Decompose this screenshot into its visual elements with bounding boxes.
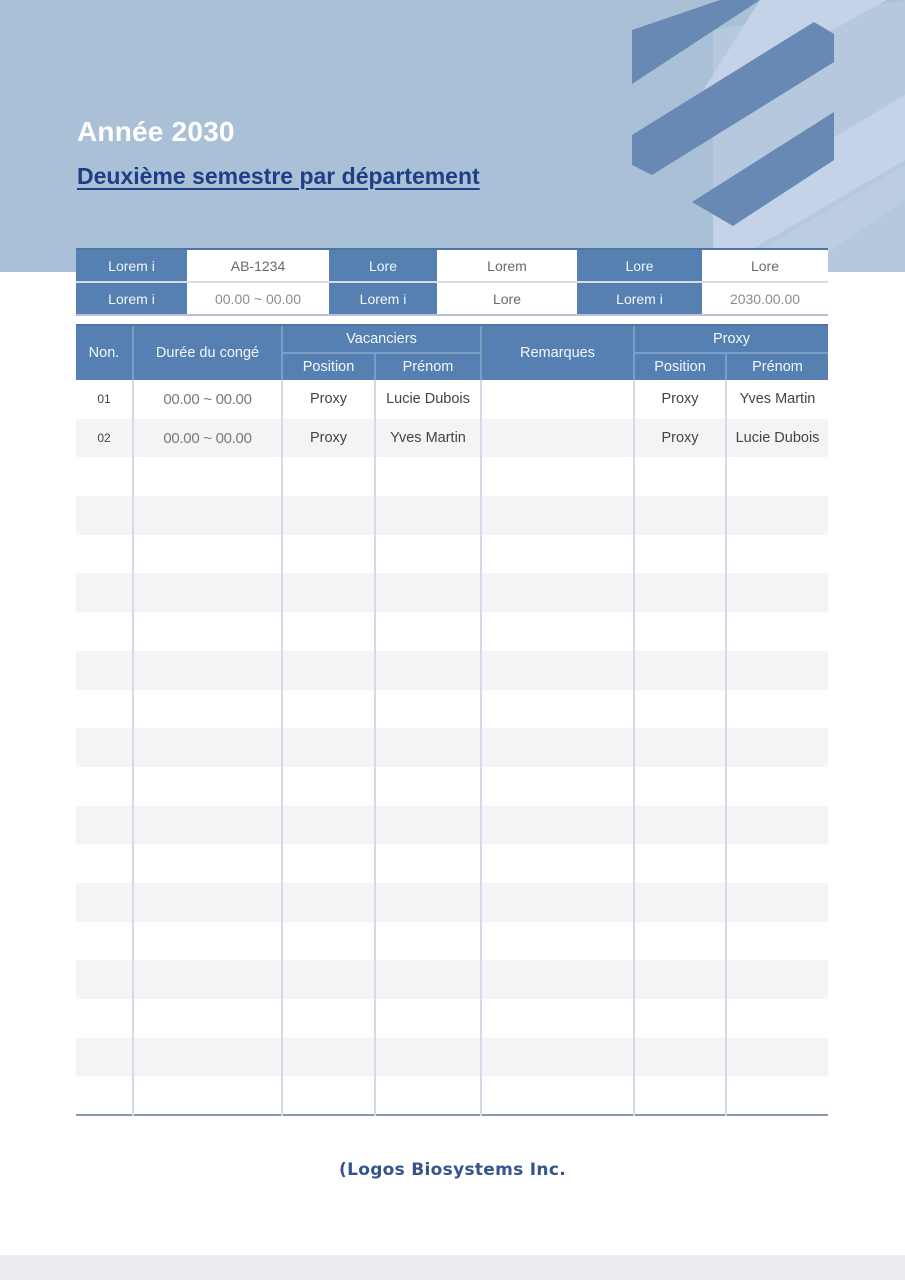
vacationer-position-cell[interactable] <box>282 728 375 767</box>
leave-duration-cell[interactable] <box>133 573 282 612</box>
remarks-cell[interactable] <box>481 496 634 535</box>
proxy-position-cell[interactable] <box>634 960 726 999</box>
vacationer-name-cell[interactable] <box>375 651 481 690</box>
proxy-position-cell[interactable]: Proxy <box>634 380 726 419</box>
row-number[interactable]: 02 <box>76 419 133 458</box>
vacationer-position-cell[interactable] <box>282 496 375 535</box>
remarks-cell[interactable] <box>481 922 634 961</box>
vacationer-position-cell[interactable] <box>282 844 375 883</box>
info-label: Lore <box>577 249 702 282</box>
remarks-cell[interactable] <box>481 1076 634 1115</box>
proxy-name-cell[interactable] <box>726 457 828 496</box>
page-bottom-band <box>0 1255 905 1280</box>
proxy-name-cell[interactable] <box>726 883 828 922</box>
vacationer-position-cell[interactable] <box>282 999 375 1038</box>
leave-duration-cell[interactable] <box>133 844 282 883</box>
remarks-cell[interactable] <box>481 457 634 496</box>
proxy-name-cell[interactable] <box>726 844 828 883</box>
table-row <box>76 767 828 806</box>
remarks-cell[interactable] <box>481 573 634 612</box>
vacationer-position-cell[interactable] <box>282 922 375 961</box>
header-vac-first-name: Prénom <box>375 353 481 380</box>
table-row <box>76 728 828 767</box>
page-subtitle: Deuxième semestre par département <box>77 163 480 189</box>
leave-duration-cell[interactable] <box>133 496 282 535</box>
proxy-name-cell[interactable] <box>726 535 828 574</box>
remarks-cell[interactable] <box>481 419 634 458</box>
proxy-position-cell[interactable] <box>634 767 726 806</box>
table-row <box>76 883 828 922</box>
proxy-position-cell[interactable] <box>634 728 726 767</box>
leave-duration-cell[interactable]: 00.00 ~ 00.00 <box>133 419 282 458</box>
leave-duration-cell[interactable] <box>133 767 282 806</box>
vacationer-name-cell[interactable] <box>375 806 481 845</box>
table-row <box>76 651 828 690</box>
leave-duration-cell[interactable] <box>133 1038 282 1077</box>
info-label: Lorem i <box>76 282 187 315</box>
vacationer-name-cell[interactable]: Yves Martin <box>375 419 481 458</box>
vacationer-name-cell[interactable] <box>375 612 481 651</box>
proxy-position-cell[interactable] <box>634 573 726 612</box>
proxy-name-cell[interactable]: Yves Martin <box>726 380 828 419</box>
vacationer-position-cell[interactable] <box>282 612 375 651</box>
info-value-field[interactable]: Lore <box>702 249 828 282</box>
proxy-name-cell[interactable] <box>726 922 828 961</box>
table-row <box>76 806 828 845</box>
row-number[interactable] <box>76 1038 133 1077</box>
row-number[interactable]: 01 <box>97 392 111 407</box>
proxy-position-cell[interactable] <box>634 922 726 961</box>
leave-duration-cell[interactable] <box>133 690 282 729</box>
vacationer-name-cell[interactable] <box>375 535 481 574</box>
table-row <box>76 535 828 574</box>
remarks-cell[interactable] <box>481 844 634 883</box>
remarks-cell[interactable] <box>481 999 634 1038</box>
leave-duration-cell[interactable]: 00.00 ~ 00.00 <box>133 380 282 419</box>
header-remarks: Remarques <box>481 325 634 380</box>
vacationer-position-cell[interactable] <box>282 535 375 574</box>
info-value-field[interactable]: 2030.00.00 <box>702 282 828 315</box>
proxy-name-cell[interactable] <box>726 690 828 729</box>
vacationer-name-cell[interactable] <box>375 496 481 535</box>
remarks-cell[interactable] <box>481 535 634 574</box>
remarks-cell[interactable] <box>481 380 634 419</box>
leave-duration-cell[interactable] <box>133 922 282 961</box>
vacationer-position-cell[interactable] <box>282 651 375 690</box>
vacationer-position-cell[interactable] <box>282 806 375 845</box>
row-number[interactable] <box>76 535 133 574</box>
info-row <box>76 282 828 315</box>
row-number[interactable] <box>76 806 133 845</box>
info-label: Lorem i <box>329 282 437 315</box>
proxy-name-cell[interactable] <box>726 496 828 535</box>
remarks-cell[interactable] <box>481 690 634 729</box>
vacationer-name-cell[interactable]: Lucie Dubois <box>375 380 481 419</box>
table-row <box>76 960 828 999</box>
leave-duration-cell[interactable] <box>133 612 282 651</box>
vacationer-position-cell[interactable] <box>282 1038 375 1077</box>
proxy-name-cell[interactable] <box>726 612 828 651</box>
leave-duration-cell[interactable] <box>133 999 282 1038</box>
proxy-name-cell[interactable]: Lucie Dubois <box>726 419 828 458</box>
proxy-position-cell[interactable] <box>634 457 726 496</box>
row-number[interactable] <box>76 496 133 535</box>
page-title: Année 2030 <box>77 116 235 147</box>
header-vac-position: Position <box>282 353 375 380</box>
table-row <box>76 844 828 883</box>
info-value-field[interactable]: Lore <box>437 282 577 315</box>
remarks-cell[interactable] <box>481 612 634 651</box>
leave-duration-cell[interactable] <box>133 535 282 574</box>
table-row <box>76 922 828 961</box>
leave-duration-cell[interactable] <box>133 883 282 922</box>
row-number[interactable] <box>76 883 133 922</box>
row-number[interactable] <box>76 999 133 1038</box>
remarks-cell[interactable] <box>481 728 634 767</box>
vacationer-name-cell[interactable] <box>375 728 481 767</box>
proxy-position-cell[interactable] <box>634 806 726 845</box>
proxy-name-cell[interactable] <box>726 728 828 767</box>
leave-duration-cell[interactable] <box>133 457 282 496</box>
header-no: Non. <box>76 325 133 380</box>
proxy-name-cell[interactable] <box>726 573 828 612</box>
info-label: Lorem i <box>577 282 702 315</box>
proxy-position-cell[interactable] <box>634 690 726 729</box>
row-number[interactable] <box>76 844 133 883</box>
leave-duration-cell[interactable] <box>133 1076 282 1115</box>
proxy-name-cell[interactable] <box>726 767 828 806</box>
header-duration: Durée du congé <box>133 325 282 380</box>
proxy-name-cell[interactable] <box>726 960 828 999</box>
remarks-cell[interactable] <box>481 1038 634 1077</box>
row-number[interactable] <box>76 960 133 999</box>
proxy-name-cell[interactable] <box>726 1076 828 1115</box>
leave-duration-cell[interactable] <box>133 960 282 999</box>
vacationer-position-cell[interactable] <box>282 960 375 999</box>
proxy-position-cell[interactable] <box>634 883 726 922</box>
table-row <box>76 999 828 1038</box>
vacationer-name-cell[interactable] <box>375 767 481 806</box>
vacationer-name-cell[interactable] <box>375 999 481 1038</box>
table-row <box>76 380 828 419</box>
vacationer-name-cell[interactable] <box>375 690 481 729</box>
leave-duration-cell[interactable] <box>133 728 282 767</box>
proxy-position-cell[interactable] <box>634 999 726 1038</box>
proxy-position-cell[interactable]: Proxy <box>634 419 726 458</box>
row-number[interactable] <box>76 1076 133 1115</box>
proxy-name-cell[interactable] <box>726 651 828 690</box>
row-number[interactable] <box>76 922 133 961</box>
proxy-name-cell[interactable] <box>726 999 828 1038</box>
vacationer-position-cell[interactable] <box>282 883 375 922</box>
leave-duration-cell[interactable] <box>133 806 282 845</box>
table-row <box>76 496 828 535</box>
vacationer-name-cell[interactable] <box>375 960 481 999</box>
row-number[interactable] <box>76 690 133 729</box>
header-proxy-first-name: Prénom <box>726 353 828 380</box>
vacationer-name-cell[interactable] <box>375 573 481 612</box>
leave-table <box>76 324 828 1116</box>
info-value-field[interactable]: 00.00 ~ 00.00 <box>187 282 329 315</box>
info-row <box>76 249 828 282</box>
vacationer-name-cell[interactable] <box>375 1076 481 1115</box>
row-number[interactable] <box>76 651 133 690</box>
vacationer-name-cell[interactable] <box>375 457 481 496</box>
proxy-position-cell[interactable] <box>634 1038 726 1077</box>
proxy-position-cell[interactable] <box>634 844 726 883</box>
table-row <box>76 1038 828 1077</box>
table-row <box>76 612 828 651</box>
info-value-field[interactable]: Lorem <box>437 249 577 282</box>
proxy-position-cell[interactable] <box>634 1076 726 1115</box>
header-proxy-position: Position <box>634 353 726 380</box>
info-table <box>76 248 828 316</box>
header-proxy: Proxy <box>634 325 828 353</box>
vacationer-position-cell[interactable] <box>282 1076 375 1115</box>
remarks-cell[interactable] <box>481 651 634 690</box>
leave-duration-cell[interactable] <box>133 651 282 690</box>
row-number[interactable] <box>76 573 133 612</box>
proxy-name-cell[interactable] <box>726 1038 828 1077</box>
table-row <box>76 573 828 612</box>
proxy-position-cell[interactable] <box>634 535 726 574</box>
vacationer-name-cell[interactable] <box>375 1038 481 1077</box>
info-label: Lorem i <box>76 249 187 282</box>
remarks-cell[interactable] <box>481 960 634 999</box>
info-label: Lore <box>329 249 437 282</box>
row-number[interactable] <box>76 728 133 767</box>
vacationer-position-cell[interactable] <box>282 457 375 496</box>
info-value-field[interactable]: AB-1234 <box>187 249 329 282</box>
proxy-position-cell[interactable] <box>634 651 726 690</box>
vacationer-position-cell[interactable] <box>282 573 375 612</box>
row-number[interactable] <box>76 767 133 806</box>
remarks-cell[interactable] <box>481 806 634 845</box>
proxy-position-cell[interactable] <box>634 612 726 651</box>
table-row <box>76 419 828 458</box>
proxy-position-cell[interactable] <box>634 496 726 535</box>
vacationer-position-cell[interactable]: Proxy <box>282 380 375 419</box>
proxy-name-cell[interactable] <box>726 806 828 845</box>
remarks-cell[interactable] <box>481 767 634 806</box>
vacationer-name-cell[interactable] <box>375 844 481 883</box>
remarks-cell[interactable] <box>481 883 634 922</box>
vacationer-position-cell[interactable] <box>282 767 375 806</box>
header-vacationers: Vacanciers <box>282 325 481 353</box>
table-row <box>76 690 828 729</box>
vacationer-name-cell[interactable] <box>375 883 481 922</box>
vacationer-position-cell[interactable] <box>282 690 375 729</box>
row-number[interactable] <box>76 457 133 496</box>
table-row <box>76 457 828 496</box>
vacationer-position-cell[interactable]: Proxy <box>282 419 375 458</box>
company-logo: (Logos Biosystems Inc. <box>339 1160 566 1180</box>
row-number[interactable] <box>76 612 133 651</box>
table-row <box>76 1076 828 1115</box>
vacationer-name-cell[interactable] <box>375 922 481 961</box>
